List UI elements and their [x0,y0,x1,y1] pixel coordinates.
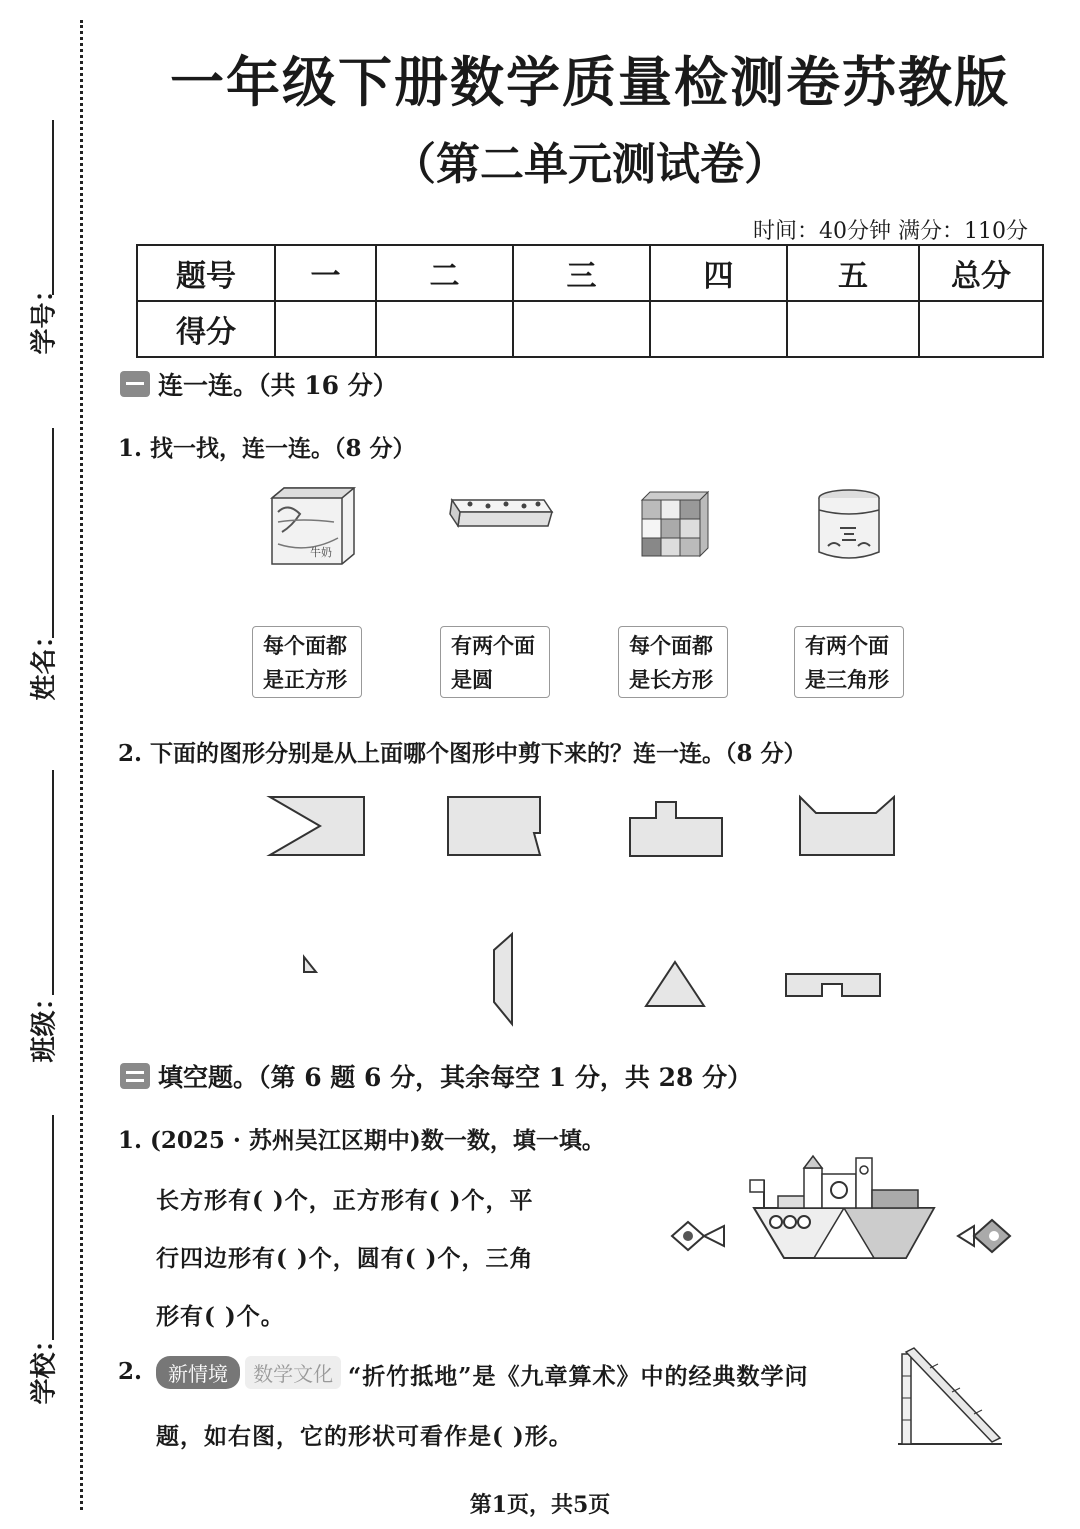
u-shaped-piece [784,972,884,1000]
description-card[interactable]: 每个面都 是长方形 [618,626,728,698]
class-line [52,770,54,995]
s2-question-1: 1. (2025 · 苏州吴江区期中)数一数，填一填。 [118,1127,605,1154]
ship-picture [668,1140,1018,1270]
math-culture-tag: 数学文化 [245,1356,341,1389]
section-1-badge-icon [120,371,150,397]
page-title: 一年级下册数学质量检测卷苏教版 [170,51,1010,114]
score-cell[interactable] [650,301,787,357]
header-cell: 一 [275,245,376,301]
score-cell[interactable] [376,301,513,357]
name-line [52,428,54,638]
section-2-badge-icon [120,1063,150,1089]
new-context-tag: 新情境 [156,1356,240,1389]
school-label: 学校： [29,1326,60,1405]
description-card[interactable]: 有两个面 是圆 [440,626,550,698]
tab-rectangle-shape [628,800,726,860]
score-table-score-row [137,301,1043,357]
class-label: 班级： [29,984,60,1063]
rubik-cube-image [640,492,710,558]
student-no-line [52,120,54,295]
cat-ears-rectangle-shape [798,795,898,859]
bar-block-image [448,490,553,535]
s2-q2-line-2: 题，如右图，它的形状可看作是( )形。 [156,1423,573,1450]
page-footer: 第1页，共5页 [469,1492,611,1518]
description-card[interactable]: 每个面都 是正方形 [252,626,362,698]
milk-box-label: 牛奶 [310,546,332,559]
score-cell[interactable] [513,301,650,357]
s1-question-2: 2. 下面的图形分别是从上面哪个图形中剪下来的？连一连。（8 分） [118,740,807,767]
score-cell[interactable] [787,301,919,357]
page-subtitle: （第二单元测试卷） [392,139,788,190]
s2-q1-line-3: 形有( )个。 [156,1303,285,1330]
name-label: 姓名： [29,622,60,701]
header-cell: 总分 [919,245,1043,301]
triangle-piece [644,960,706,1010]
cut-corner-rectangle-shape [446,795,544,857]
s2-question-2-number: 2. [118,1358,143,1385]
broken-bamboo-picture [896,1346,1006,1450]
s2-q1-line-2: 行四边形有( )个，圆有( )个，三角 [156,1245,534,1272]
s2-q2-tags [156,1356,341,1389]
section-2-heading: 填空题。（第 6 题 6 分，其余每空 1 分，共 28 分） [120,1058,752,1094]
binding-dotted-line [80,20,83,1510]
s2-q1-line-1: 长方形有( )个，正方形有( )个，平 [156,1187,534,1214]
thin-trapezoid-piece [488,932,516,1028]
school-line [52,1115,54,1340]
score-table-header-row [137,245,1043,301]
tea-can-image [816,488,882,562]
s2-q2-line-1: “折竹抵地”是《九章算术》中的经典数学问 [348,1363,809,1390]
notched-rectangle-shape [268,795,368,857]
row-label-cell: 得分 [137,301,275,357]
time-score-info: 时间：40分钟 满分：110分 [753,219,1028,244]
score-cell[interactable] [275,301,376,357]
score-cell[interactable] [919,301,1043,357]
description-card[interactable]: 有两个面 是三角形 [794,626,904,698]
small-triangle-piece [302,955,318,975]
student-no-label: 学号： [29,276,60,355]
s1-question-1: 1. 找一找，连一连。（8 分） [118,435,416,462]
header-cell: 二 [376,245,513,301]
score-table [136,244,1044,358]
header-cell: 题号 [137,245,275,301]
section-1-heading: 连一连。（共 16 分） [120,366,398,402]
milk-box-image [262,484,362,569]
header-cell: 五 [787,245,919,301]
header-cell: 四 [650,245,787,301]
header-cell: 三 [513,245,650,301]
